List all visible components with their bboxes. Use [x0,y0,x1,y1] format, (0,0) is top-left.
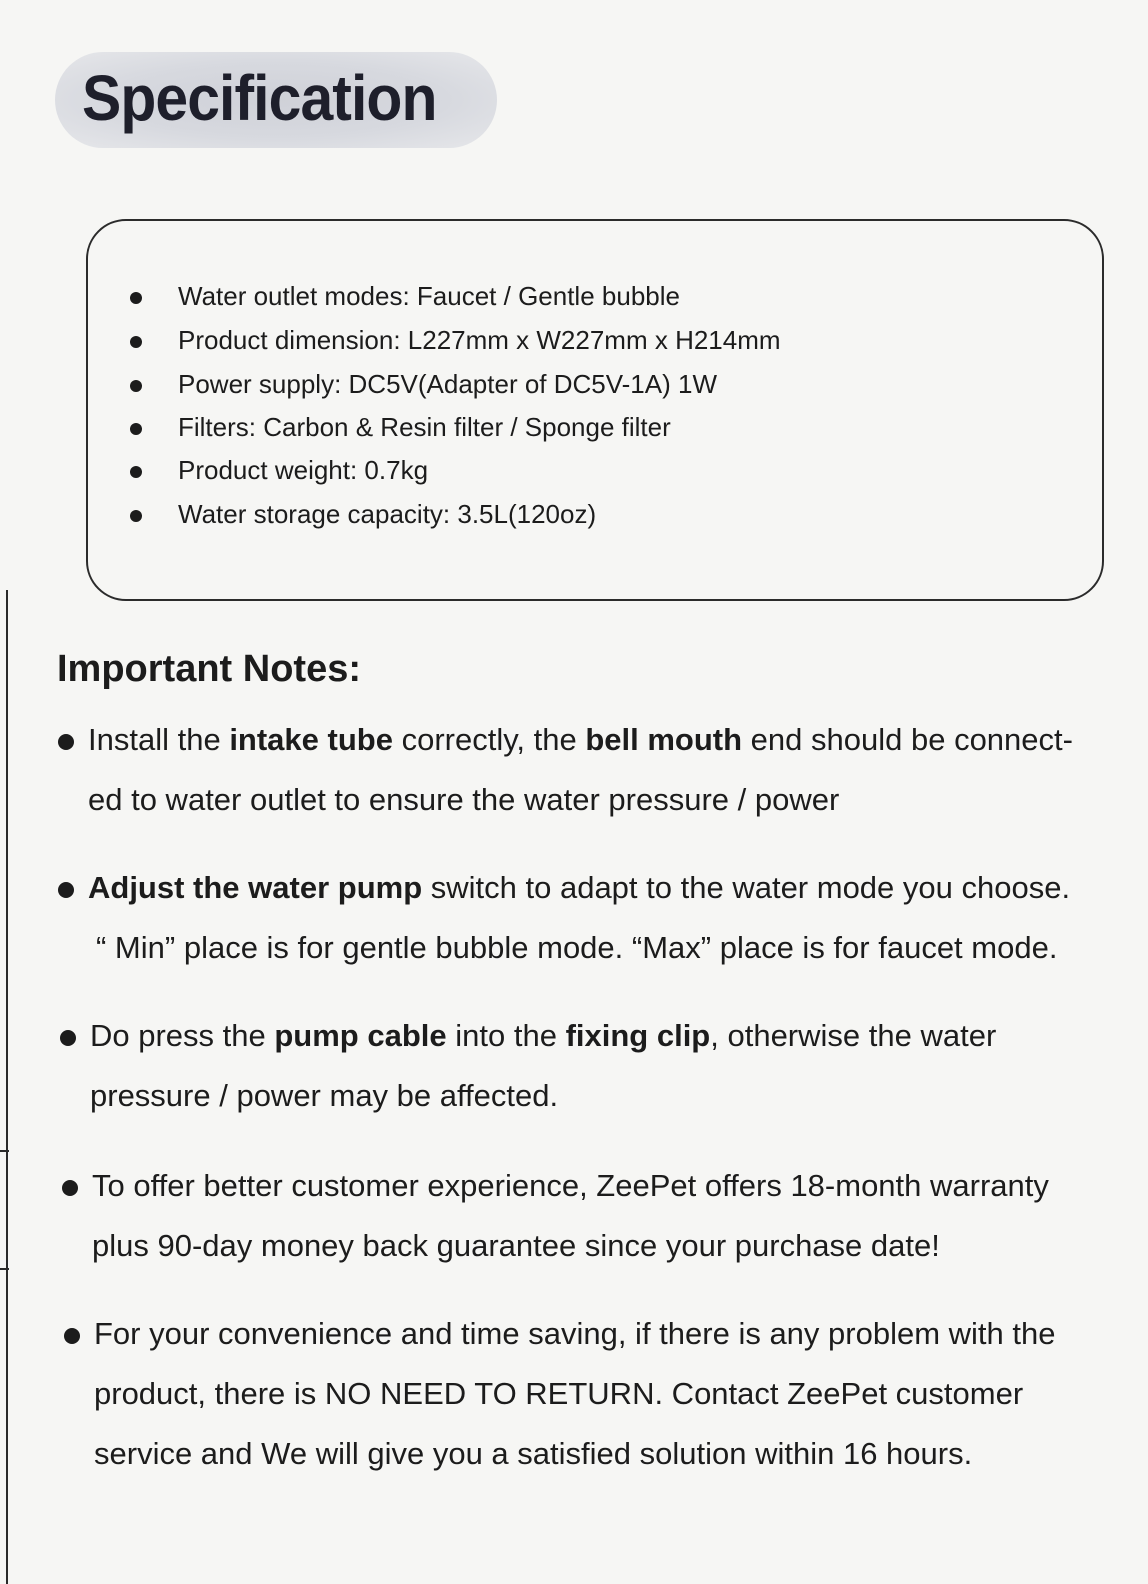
spec-item [178,499,1078,529]
specification-box [86,219,1104,601]
notes-heading: Important Notes: [57,648,361,690]
page-title: Specification [82,62,437,134]
note-line [88,710,1148,770]
bullet-icon [58,734,74,750]
note-text: Do press the [90,1018,275,1053]
note-text: end should be connect- [742,722,1073,757]
page-edge-tick [0,1268,9,1270]
bullet-icon [130,292,142,304]
bullet-icon [130,510,142,522]
note-line: product, there is NO NEED TO RETURN. Contact ZeePet customer [94,1376,1024,1411]
note-emphasis: pump cable [274,1018,447,1053]
note-line [88,858,1148,918]
note-text: Install the [88,722,230,757]
spec-item [178,281,1078,311]
note-item [88,858,1148,978]
spec-item [178,412,1078,442]
spec-item [178,369,1078,399]
note-line: service and We will give you a satisfied solution within 16 hours. [94,1436,973,1471]
bullet-icon [64,1328,80,1344]
note-line: ed to water outlet to ensure the water pressure / power [88,782,840,817]
note-emphasis: fixing clip [565,1018,711,1053]
spec-text: Water storage capacity: 3.5L(120oz) [178,499,597,529]
bullet-icon [130,380,142,392]
note-text: into the [446,1018,566,1053]
bullet-icon [58,882,74,898]
note-emphasis: Adjust the water pump [88,870,423,905]
spec-text: Product weight: 0.7kg [178,455,429,485]
spec-item [178,455,1078,485]
note-emphasis: bell mouth [585,722,743,757]
bullet-icon [62,1180,78,1196]
spec-text: Filters: Carbon & Resin filter / Sponge filter [178,412,671,442]
note-item [94,1304,1148,1484]
note-text: , otherwise the water [710,1018,997,1053]
bullet-icon [130,336,142,348]
page-edge-tick [0,1150,9,1152]
note-item [90,1006,1148,1126]
bullet-icon [60,1030,76,1046]
note-line: “ Min” place is for gentle bubble mode. “Max” place is for faucet mode. [96,930,1058,965]
note-line: To offer better customer experience, ZeePet offers 18-month warranty [92,1168,1049,1203]
page-edge-line [6,590,8,1584]
spec-text: Product dimension: L227mm x W227mm x H214mm [178,325,781,355]
spec-text: Power supply: DC5V(Adapter of DC5V-1A) 1W [178,369,717,399]
note-line: pressure / power may be affected. [90,1078,559,1113]
note-text: correctly, the [392,722,586,757]
bullet-icon [130,423,142,435]
note-item [88,710,1148,830]
note-text: switch to adapt to the water mode you choose. [422,870,1071,905]
note-emphasis: intake tube [229,722,393,757]
note-item [92,1156,1148,1276]
note-line [90,1006,1148,1066]
spec-item [178,325,1078,355]
note-line: plus 90-day money back guarantee since your purchase date! [92,1228,940,1263]
spec-text: Water outlet modes: Faucet / Gentle bubble [178,281,680,311]
note-line: For your convenience and time saving, if there is any problem with the [94,1316,1056,1351]
bullet-icon [130,466,142,478]
